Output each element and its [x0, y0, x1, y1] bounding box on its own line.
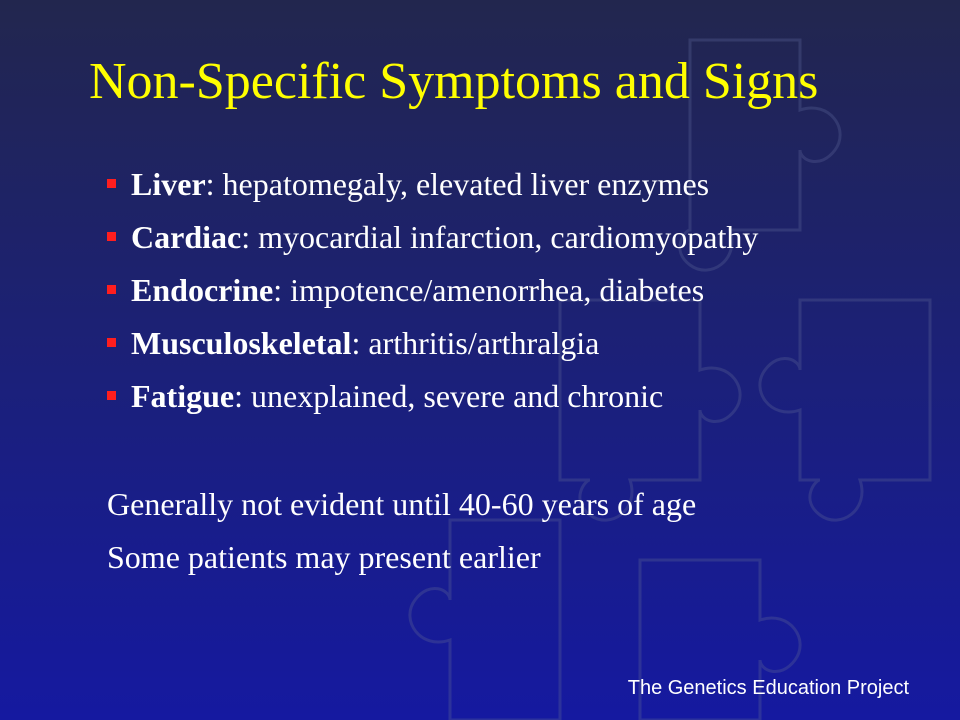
bullet-term: Cardiac [131, 219, 242, 255]
bullet-square-icon [107, 285, 116, 294]
bullet-separator: : [205, 166, 223, 202]
bullet-term: Liver [131, 166, 206, 202]
bullet-square-icon [107, 232, 116, 241]
list-item [107, 158, 758, 211]
bullet-square-icon [107, 338, 116, 347]
bullet-text: myocardial infarction, cardiomyopathy [258, 219, 759, 255]
bullet-square-icon [107, 179, 116, 188]
bullet-text: impotence/amenorrhea, diabetes [290, 272, 705, 308]
list-item [107, 211, 758, 264]
bullet-term: Endocrine [131, 272, 274, 308]
bullet-separator: : [273, 272, 291, 308]
list-item [107, 317, 758, 370]
bullet-separator: : [234, 378, 251, 414]
bullet-term: Musculoskeletal [131, 325, 352, 361]
bullet-square-icon [107, 391, 116, 400]
bullet-text: arthritis/arthralgia [368, 325, 600, 361]
slide-title: Non-Specific Symptoms and Signs [89, 53, 819, 110]
symptom-list [107, 158, 758, 423]
bullet-text: hepatomegaly, elevated liver enzymes [222, 166, 710, 202]
bullet-separator: : [241, 219, 259, 255]
bullet-term: Fatigue [131, 378, 235, 414]
footer-credit: The Genetics Education Project [627, 677, 909, 699]
list-item [107, 370, 758, 423]
bullet-text: unexplained, severe and chronic [250, 378, 664, 414]
note-line: Some patients may present earlier [107, 539, 541, 575]
bullet-separator: : [351, 325, 369, 361]
note-line: Generally not evident until 40-60 years of age [107, 486, 697, 522]
list-item [107, 264, 758, 317]
age-notes [107, 478, 696, 584]
